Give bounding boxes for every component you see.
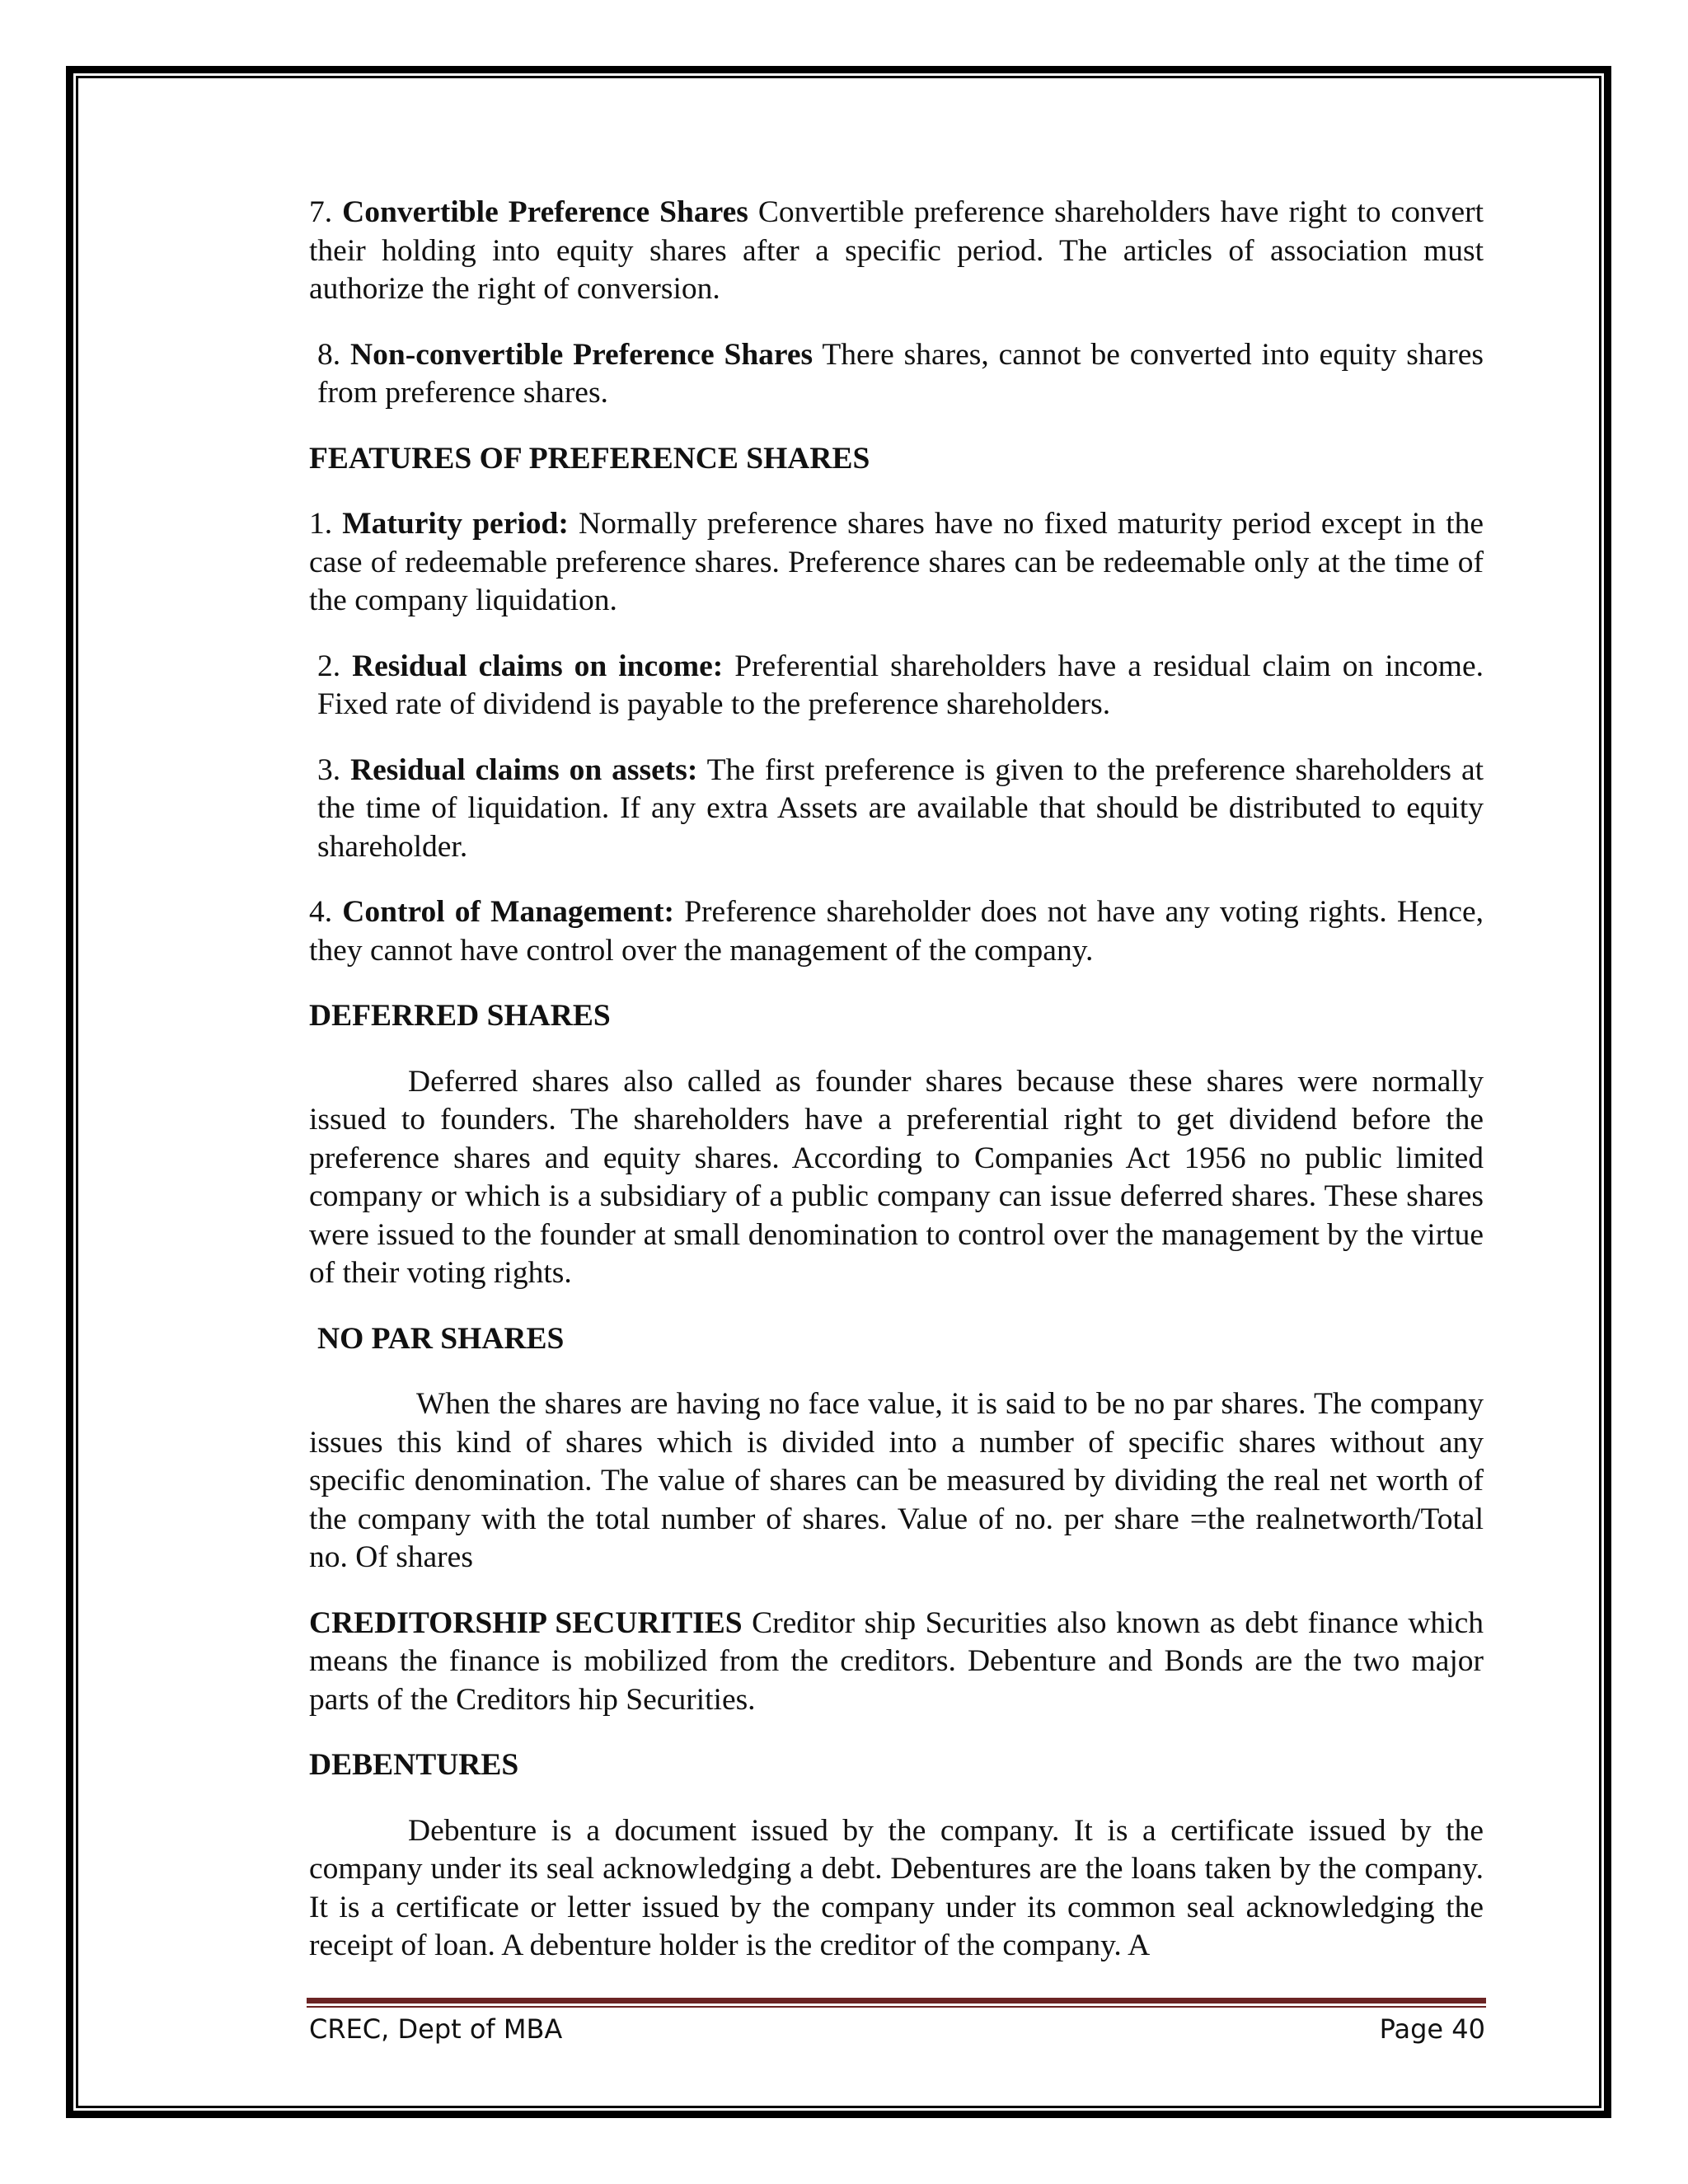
definition-text: Normally preference shares have no fixed maturity period except in the case of redeemable preference shares. Preference shares can be redeemable only at the time of the company liquidation. — [309, 507, 1484, 617]
paragraph-debentures: Debenture is a document issued by the company. It is a certificate issued by the company under its seal acknowledging a debt. Debentures are the loans taken by the company. It is a certificate or letter issued by the company under its common seal acknowledging the receipt of loan. A debenture holder is the creditor of the company. A — [309, 1813, 1484, 1962]
definition-text: Preferential shareholders have a residual claim on income. Fixed rate of dividend is payable to the preference shareholders. — [317, 649, 1484, 721]
item-number: 8. — [317, 337, 341, 372]
item-number: 2. — [317, 649, 341, 683]
feature-maturity-period — [309, 505, 1484, 621]
footer-rule — [307, 1998, 1486, 2004]
heading-features-of-preference-shares: FEATURES OF PREFERENCE SHARES — [309, 441, 870, 476]
definition-text: The first preference is given to the preference shareholders at the time of liquidation. If any extra Assets are available that should be distributed to equity shareholder. — [317, 752, 1484, 864]
feature-residual-claims-income — [309, 648, 1484, 724]
term-residual-claims-assets: Residual claims on assets: — [350, 752, 698, 787]
definition-text: There shares, cannot be converted into equity shares from preference shares. — [317, 337, 1484, 410]
paragraph-non-convertible-preference-shares — [309, 336, 1484, 413]
heading-debentures: DEBENTURES — [309, 1748, 519, 1782]
item-number: 3. — [317, 752, 341, 787]
term-residual-claims-income: Residual claims on income: — [352, 649, 724, 683]
page-content — [309, 194, 1484, 1993]
heading-no-par-shares: NO PAR SHARES — [317, 1321, 565, 1356]
heading-deferred-shares: DEFERRED SHARES — [309, 999, 611, 1033]
footer-page-number: Page 40 — [1379, 2013, 1485, 2045]
footer-rule-thin — [307, 2006, 1486, 2008]
definition-text: Preference shareholder does not have any voting rights. Hence, they cannot have control over the management of the company. — [309, 895, 1484, 968]
term-non-convertible-preference-shares: Non-convertible Preference Shares — [350, 337, 814, 372]
definition-text: Convertible preference shareholders have right to convert their holding into equity shares after a specific period. The articles of association must authorize the right of conversion. — [309, 195, 1484, 306]
paragraph-no-par-shares: When the shares are having no face value, it is said to be no par shares. The company issues this kind of shares which is divided into a number of specific shares without any specific denomination. The value of shares can be measured by dividing the real net worth of the company with the total number of shares. Value of no. per share =the realnetworth/Total no. Of shares — [309, 1387, 1484, 1574]
footer-department: CREC, Dept of MBA — [309, 2013, 563, 2045]
feature-control-of-management — [309, 893, 1484, 970]
item-number: 1. — [309, 507, 333, 541]
paragraph-convertible-preference-shares — [309, 194, 1484, 309]
feature-residual-claims-assets — [309, 752, 1484, 867]
paragraph-deferred-shares: Deferred shares also called as founder shares because these shares were normally issued to founders. The shareholders have a preferential right to get dividend before the preference shares and equity shares. According to Companies Act 1956 no public limited company or which is a subsidiary of a public company can issue deferred shares. These shares were issued to the founder at small denomination to control over the management by the virtue of their voting rights. — [309, 1064, 1484, 1290]
term-maturity-period: Maturity period: — [342, 507, 569, 541]
item-number: 7. — [309, 195, 333, 229]
term-control-of-management: Control of Management: — [342, 895, 675, 929]
term-creditorship-securities: CREDITORSHIP SECURITIES — [309, 1605, 743, 1640]
definition-text: Creditor ship Securities also known as debt finance which means the finance is mobilized from the creditors. Debenture and Bonds are the two major parts of the Creditors hip Securities. — [309, 1605, 1484, 1717]
paragraph-creditorship-securities — [309, 1605, 1484, 1720]
item-number: 4. — [309, 895, 333, 929]
term-convertible-preference-shares: Convertible Preference Shares — [342, 195, 748, 229]
